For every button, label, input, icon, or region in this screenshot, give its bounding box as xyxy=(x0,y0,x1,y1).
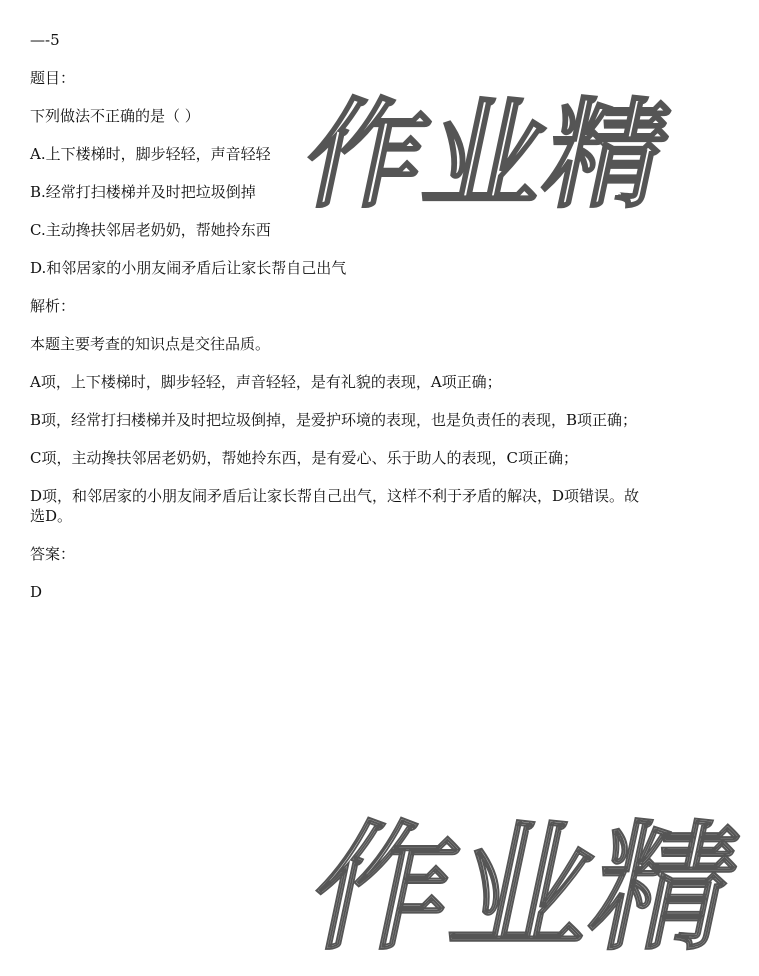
analysis-item-c: C项，主动搀扶邻居老奶奶，帮她拎东西，是有爱心、乐于助人的表现，C项正确； xyxy=(30,449,578,467)
analysis-intro: 本题主要考查的知识点是交往品质。 xyxy=(30,335,271,353)
analysis-item-d: D项，和邻居家的小朋友闹矛盾后让家长帮自己出气，这样不利于矛盾的解决，D项错误。故选D。 xyxy=(30,487,640,525)
analysis-label: 解析： xyxy=(30,297,76,315)
question-stem: 下列做法不正确的是（ ） xyxy=(30,107,200,125)
watermark-top: 作业精 xyxy=(293,86,683,224)
question-label: 题目： xyxy=(30,69,76,87)
option-d: D.和邻居家的小朋友闹矛盾后让家长帮自己出气 xyxy=(30,259,347,277)
document-body xyxy=(30,30,650,620)
option-b: B.经常打扫楼梯并及时把垃圾倒掉 xyxy=(30,183,256,201)
analysis-item-a: A项，上下楼梯时，脚步轻轻，声音轻轻，是有礼貌的表现，A项正确； xyxy=(30,373,502,391)
watermark-bottom: 作业精 xyxy=(298,808,753,969)
answer-label: 答案： xyxy=(30,545,76,563)
answer-value: D xyxy=(30,583,43,601)
question-number: —-5 xyxy=(30,31,60,49)
option-c: C.主动搀扶邻居老奶奶，帮她拎东西 xyxy=(30,221,271,239)
analysis-item-b: B项，经常打扫楼梯并及时把垃圾倒掉，是爱护环境的表现，也是负责任的表现，B项正确； xyxy=(30,411,638,429)
option-a: A.上下楼梯时，脚步轻轻，声音轻轻 xyxy=(30,145,271,163)
